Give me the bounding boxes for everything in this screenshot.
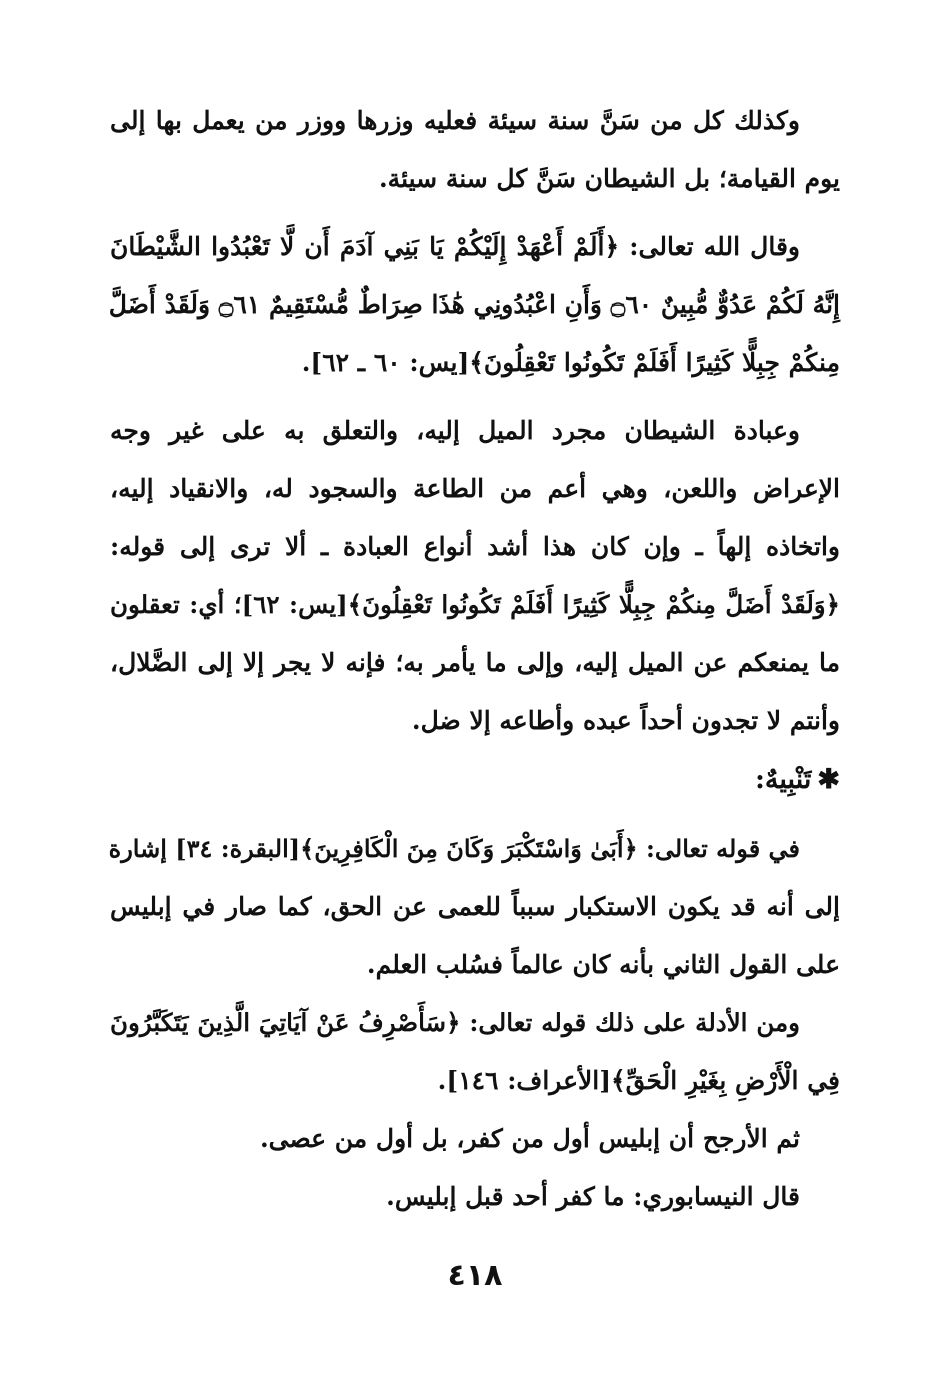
paragraph-5-line-1: ومن الأدلة على ذلك قوله تعالى: ﴿سَأَصْرِفُ عَنْ آيَاتِيَ الَّذِينَ يَتَكَبَّرُونَ: [110, 1008, 800, 1037]
paragraph-gap: [110, 392, 840, 402]
paragraph-gap: [110, 810, 840, 820]
paragraph-1-line-2: يوم القيامة؛ بل الشيطان سَنَّ كل سنة سيئة.: [378, 164, 840, 193]
section-heading: [110, 750, 840, 810]
star-icon: ✱: [817, 764, 840, 795]
paragraph-6-line-1: ثم الأرجح أن إبليس أول من كفر، بل أول من عصى.: [259, 1124, 800, 1153]
paragraph-2-line-1: وقال الله تعالى: ﴿أَلَمْ أَعْهَدْ إِلَيْكُمْ يَا بَنِي آدَمَ أَن لَّا تَعْبُدُوا الشَّيْطَانَ: [110, 232, 800, 261]
paragraph-4-line-3: على القول الثاني بأنه كان عالماً فسُلب العلم.: [366, 950, 840, 979]
paragraph-1-line-1: وكذلك كل من سَنَّ سنة سيئة فعليه وزرها ووزر من يعمل بها إلى: [110, 106, 800, 135]
section-heading-text: تَنْبِيهٌ:: [754, 764, 812, 795]
paragraph-3-line-1: وعبادة الشيطان مجرد الميل إليه، والتعلق به على غير وجه: [110, 416, 800, 445]
paragraph-4-line-1: في قوله تعالى: ﴿أَبَىٰ وَاسْتَكْبَرَ وَكَانَ مِنَ الْكَافِرِينَ﴾[البقرة: ٣٤] إشارة: [108, 834, 800, 863]
page-number: ٤١٨: [447, 1258, 503, 1293]
paragraph-4-line-2: إلى أنه قد يكون الاستكبار سبباً للعمى عن الحق، كما صار في إبليس: [110, 892, 840, 921]
paragraph-5-line-2: فِي الْأَرْضِ بِغَيْرِ الْحَقِّ﴾[الأعراف: ١٤٦].: [437, 1066, 840, 1095]
paragraph-3-line-5: ما يمنعكم عن الميل إليه، وإلى ما يأمر به؛ فإنه لا يجر إلا إلى الضَّلال،: [110, 648, 840, 677]
paragraph-7-line-1: قال النيسابوري: ما كفر أحد قبل إبليس.: [386, 1182, 800, 1211]
paragraph-3-line-2: الإعراض واللعن، وهي أعم من الطاعة والسجود له، والانقياد إليه،: [110, 474, 840, 503]
paragraph-3-line-3: واتخاذه إلهاً ـ وإن كان هذا أشد أنواع العبادة ـ ألا ترى إلى قوله:: [110, 532, 840, 561]
paragraph-2-line-2: إِنَّهُ لَكُمْ عَدُوٌّ مُّبِينٌ ۝٦٠ وَأَنِ اعْبُدُونِي هَٰذَا صِرَاطٌ مُّسْتَقِيمٌ ۝٦١ وَلَقَدْ أَضَلَّ: [108, 290, 840, 319]
paragraph-2-line-3: مِنكُمْ جِبِلًّا كَثِيرًا أَفَلَمْ تَكُونُوا تَعْقِلُونَ﴾[يس: ٦٠ ـ ٦٢].: [301, 348, 840, 377]
paragraph-3-line-4: ﴿وَلَقَدْ أَضَلَّ مِنكُمْ جِبِلًّا كَثِيرًا أَفَلَمْ تَكُونُوا تَعْقِلُونَ﴾[يس: ٦٢]؛ أي: تعقلون: [110, 590, 840, 619]
page-body: [110, 92, 840, 1226]
paragraph-3-line-6: وأنتم لا تجدون أحداً عبده وأطاعه إلا ضل.: [411, 706, 840, 735]
paragraph-gap: [110, 208, 840, 218]
